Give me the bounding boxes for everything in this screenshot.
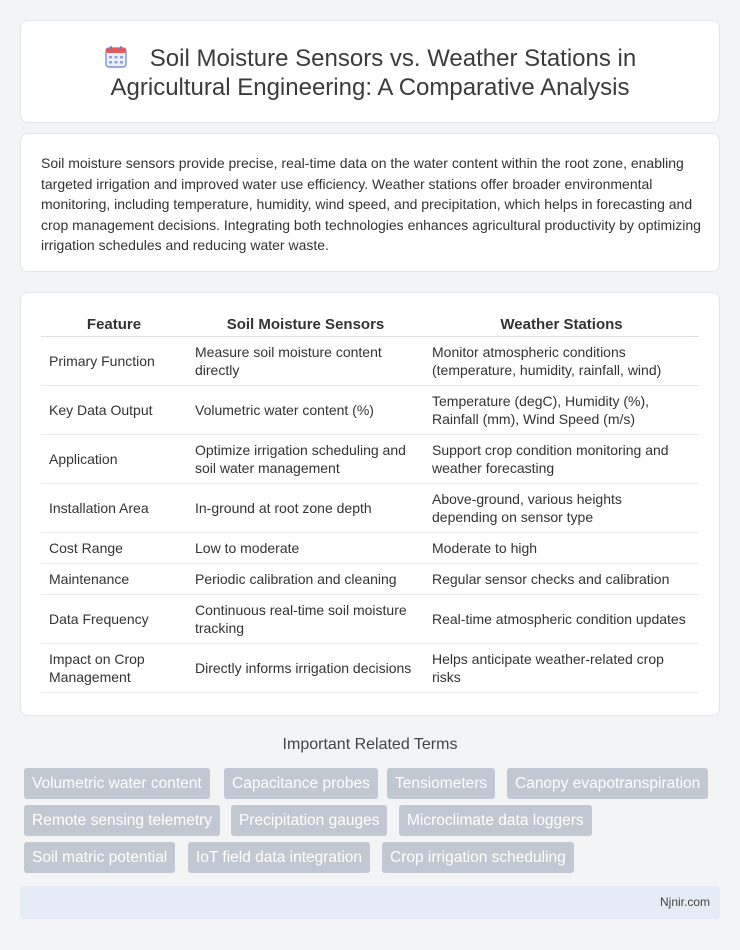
- row-soil-value: Directly informs irrigation decisions: [187, 644, 424, 693]
- row-weather-value: Support crop condition monitoring and weather forecasting: [424, 435, 699, 484]
- term-tag[interactable]: Capacitance probes: [224, 768, 378, 799]
- page-title: [21, 44, 719, 102]
- row-weather-value: Helps anticipate weather-related crop risks: [424, 644, 699, 693]
- row-weather-value: Above-ground, various heights depending on sensor type: [424, 484, 699, 533]
- comparison-card: [20, 292, 720, 716]
- table-row: [41, 533, 699, 564]
- row-soil-value: In-ground at root zone depth: [187, 484, 424, 533]
- title-card: [20, 20, 720, 123]
- title-line-2: Agricultural Engineering: A Comparative Analysis: [110, 74, 630, 101]
- term-tag[interactable]: IoT field data integration: [188, 842, 370, 873]
- row-soil-value: Optimize irrigation scheduling and soil water management: [187, 435, 424, 484]
- table-row: [41, 595, 699, 644]
- term-tag[interactable]: Microclimate data loggers: [399, 805, 592, 836]
- intro-paragraph: Soil moisture sensors provide precise, real-time data on the water content within the root zone, enabling targeted irrigation and improved water use efficiency. Weather stations offer broader environmental monitoring, including temperature, humidity, wind speed, and precipitation, which helps in forecasting and crop management decisions. Integrating both technologies enhances agricultural productivity by optimizing irrigation schedules and reducing water waste.: [41, 155, 701, 253]
- term-tag[interactable]: Volumetric water content: [24, 768, 210, 799]
- table-row: [41, 484, 699, 533]
- comparison-table: [41, 315, 699, 693]
- term-tag[interactable]: Precipitation gauges: [231, 805, 387, 836]
- row-weather-value: Regular sensor checks and calibration: [424, 564, 699, 595]
- title-line-1: Soil Moisture Sensors vs. Weather Stations in: [21, 44, 719, 73]
- row-soil-value: Volumetric water content (%): [187, 386, 424, 435]
- row-feature: Impact on Crop Management: [41, 644, 187, 693]
- table-row: [41, 564, 699, 595]
- row-soil-value: Continuous real-time soil moisture tracking: [187, 595, 424, 644]
- intro-card: [20, 133, 720, 272]
- row-weather-value: Temperature (degC), Humidity (%), Rainfall (mm), Wind Speed (m/s): [424, 386, 699, 435]
- table-row: [41, 386, 699, 435]
- calendar-icon: [104, 45, 128, 69]
- row-soil-value: Low to moderate: [187, 533, 424, 564]
- term-tag[interactable]: Crop irrigation scheduling: [382, 842, 574, 873]
- row-weather-value: Monitor atmospheric conditions (temperature, humidity, rainfall, wind): [424, 337, 699, 386]
- footer-site-link[interactable]: Njnir.com: [659, 895, 710, 909]
- row-feature: Key Data Output: [41, 386, 187, 435]
- row-soil-value: Measure soil moisture content directly: [187, 337, 424, 386]
- row-feature: Primary Function: [41, 337, 187, 386]
- header-weather-stations: Weather Stations: [424, 315, 699, 337]
- term-tag[interactable]: Soil matric potential: [24, 842, 175, 873]
- table-row: [41, 435, 699, 484]
- term-tag[interactable]: Remote sensing telemetry: [24, 805, 220, 836]
- row-feature: Data Frequency: [41, 595, 187, 644]
- header-feature: Feature: [41, 315, 187, 337]
- table-header-row: [41, 315, 699, 337]
- row-feature: Installation Area: [41, 484, 187, 533]
- table-row: [41, 337, 699, 386]
- row-soil-value: Periodic calibration and cleaning: [187, 564, 424, 595]
- row-feature: Cost Range: [41, 533, 187, 564]
- table-row: [41, 644, 699, 693]
- term-tag[interactable]: Canopy evapotranspiration: [507, 768, 708, 799]
- row-weather-value: Moderate to high: [424, 533, 699, 564]
- row-weather-value: Real-time atmospheric condition updates: [424, 595, 699, 644]
- row-feature: Application: [41, 435, 187, 484]
- row-feature: Maintenance: [41, 564, 187, 595]
- footer: [20, 886, 720, 919]
- term-tag[interactable]: Tensiometers: [387, 768, 495, 799]
- header-soil-moisture-sensors: Soil Moisture Sensors: [187, 315, 424, 337]
- related-terms-heading: Important Related Terms: [282, 736, 458, 753]
